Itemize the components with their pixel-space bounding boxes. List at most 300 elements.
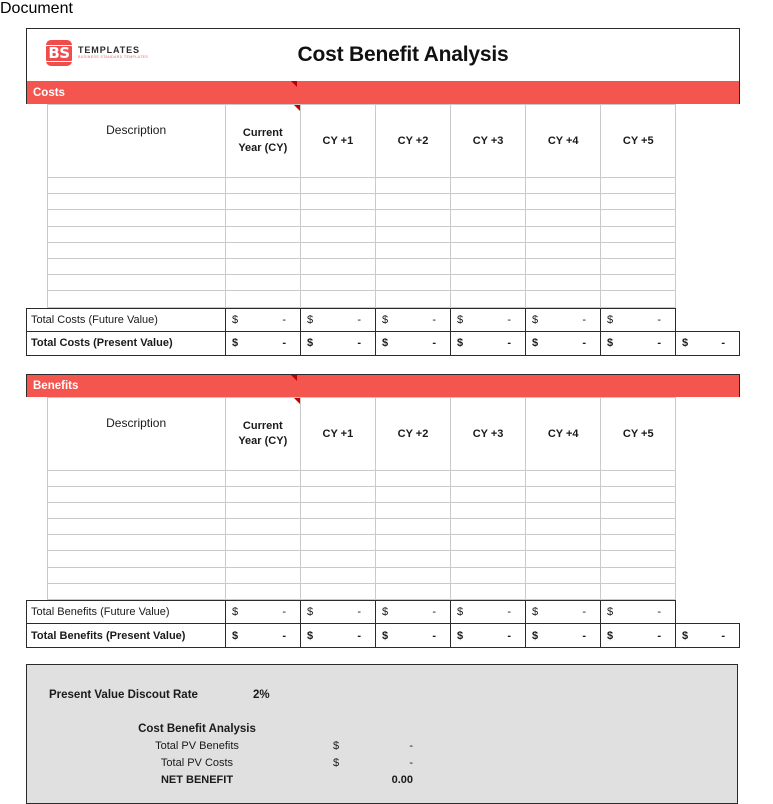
data-cell[interactable] [451,258,526,274]
data-cell[interactable] [300,486,375,502]
data-cell[interactable] [526,275,601,291]
currency-symbol: $ [532,606,539,618]
trailing-cell [676,502,740,518]
benefits-col-cy4: CY +4 [526,397,601,470]
totals-amount-cell[interactable] [526,331,601,355]
costs-table [26,104,740,308]
benefits-table [26,397,740,601]
data-cell[interactable] [451,551,526,567]
data-cell[interactable] [526,583,601,599]
benefits-col-cy3: CY +3 [451,397,526,470]
data-cell[interactable] [601,291,676,307]
data-cell[interactable] [451,275,526,291]
data-cell[interactable] [225,178,300,194]
totals-amount-cell[interactable] [226,331,301,355]
amount-value: - [432,337,436,349]
table-row [26,551,740,567]
data-cell[interactable] [601,519,676,535]
data-cell[interactable] [47,535,225,551]
costs-col-cy2: CY +2 [375,105,450,178]
data-cell[interactable] [375,291,450,307]
costs-col-cy5: CY +5 [601,105,676,178]
table-row [26,242,740,258]
trailing-cell [676,242,740,258]
table-row [26,583,740,599]
data-cell[interactable] [225,258,300,274]
totals-amount-cell[interactable] [226,308,301,331]
totals-amount-cell[interactable] [226,624,301,648]
comment-marker-icon [294,105,300,111]
data-cell[interactable] [225,502,300,518]
trailing-cell [676,583,740,599]
currency-symbol: $ [382,629,389,642]
data-cell[interactable] [300,258,375,274]
section-band-benefits-label: Benefits [33,379,79,392]
trailing-cell [676,291,740,307]
benefits-header-row [26,397,740,470]
totals-label: Total Benefits (Future Value) [27,601,226,624]
gutter-cell [26,397,47,470]
data-cell[interactable] [47,210,225,226]
amount-value: - [721,629,725,642]
data-cell[interactable] [47,583,225,599]
table-row [26,258,740,274]
data-cell[interactable] [451,291,526,307]
data-cell[interactable] [526,486,601,502]
data-cell[interactable] [225,519,300,535]
benefits-col-current-year [225,397,300,470]
summary-value: - [409,740,413,752]
data-cell[interactable] [225,486,300,502]
totals-amount-cell[interactable] [376,331,451,355]
totals-row-costs-present-value [27,331,740,355]
currency-symbol: $ [607,606,614,618]
trailing-cell [676,519,740,535]
totals-amount-cell[interactable] [526,601,601,624]
data-cell[interactable] [47,194,225,210]
discount-rate-value[interactable]: 2% [253,689,270,701]
currency-symbol: $ [307,606,314,618]
data-cell[interactable] [47,291,225,307]
data-cell[interactable] [375,502,450,518]
data-cell[interactable] [47,502,225,518]
currency-symbol: $ [307,313,314,326]
data-cell[interactable] [47,551,225,567]
trailing-cell [676,397,740,470]
totals-amount-cell[interactable] [226,601,301,624]
data-cell[interactable] [375,210,450,226]
logo-mark-icon [46,40,72,66]
data-cell[interactable] [47,226,225,242]
costs-table-body [26,178,740,308]
currency-symbol: $ [607,629,614,642]
data-cell[interactable] [225,242,300,258]
data-cell[interactable] [601,486,676,502]
benefits-totals [26,600,740,648]
data-cell[interactable] [526,258,601,274]
costs-col-cy4: CY +4 [526,105,601,178]
data-cell[interactable] [375,178,450,194]
amount-value: - [357,313,361,326]
data-cell[interactable] [375,275,450,291]
currency-symbol: $ [457,606,464,618]
currency-symbol: $ [232,313,239,326]
trailing-cell [676,105,740,178]
data-cell[interactable] [526,194,601,210]
gutter-cell [26,275,47,291]
amount-value: - [721,337,725,349]
data-cell[interactable] [375,470,450,486]
table-row [26,567,740,583]
data-cell[interactable] [601,194,676,210]
totals-row-costs-future-value [27,308,740,331]
data-cell[interactable] [47,470,225,486]
discount-rate-label: Present Value Discout Rate [49,689,198,701]
currency-symbol: $ [457,337,464,349]
section-band-costs [26,81,740,104]
data-cell[interactable] [375,258,450,274]
data-cell[interactable] [300,226,375,242]
benefits-col-cy2: CY +2 [375,397,450,470]
data-cell[interactable] [601,258,676,274]
table-row [26,275,740,291]
data-cell[interactable] [526,291,601,307]
totals-amount-cell[interactable] [451,624,526,648]
currency-symbol: $ [382,606,389,618]
amount-value: - [282,606,286,618]
section-band-benefits [26,374,740,397]
gutter-cell [26,226,47,242]
data-cell[interactable] [47,258,225,274]
totals-amount-cell[interactable] [601,308,676,331]
trailing-cell [676,258,740,274]
currency-symbol: $ [532,313,539,326]
costs-table-header [26,105,740,178]
logo-name: TEMPLATES [78,44,140,55]
trailing-cell [676,486,740,502]
data-cell[interactable] [526,178,601,194]
data-cell[interactable] [526,210,601,226]
data-cell[interactable] [225,210,300,226]
costs-col-current-year [225,105,300,178]
totals-amount-cell[interactable] [376,624,451,648]
amount-value: - [357,629,361,642]
data-cell[interactable] [526,242,601,258]
gutter-cell [26,242,47,258]
gutter-cell [26,519,47,535]
currency-symbol: $ [382,337,389,349]
totals-amount-cell[interactable] [301,331,376,355]
amount-value: - [507,313,511,326]
data-cell[interactable] [300,519,375,535]
data-cell[interactable] [300,210,375,226]
data-cell[interactable] [300,242,375,258]
data-cell[interactable] [300,567,375,583]
currency-symbol: $ [682,629,689,642]
page-title: Cost Benefit Analysis [297,43,509,66]
currency-symbol: $ [382,313,389,326]
totals-amount-cell[interactable] [376,601,451,624]
totals-amount-cell[interactable] [451,331,526,355]
summary-panel [26,664,738,804]
table-row [26,535,740,551]
currency-symbol: $ [307,629,314,642]
summary-currency: $ [333,740,340,752]
totals-amount-cell[interactable] [526,308,601,331]
current-year-line1: Current [242,127,283,140]
trailing-cell [676,470,740,486]
data-cell[interactable] [451,486,526,502]
currency-symbol: $ [232,629,239,642]
costs-header-row [26,105,740,178]
data-cell[interactable] [300,178,375,194]
currency-symbol: $ [682,337,689,349]
benefits-col-cy5: CY +5 [601,397,676,470]
gutter-cell [26,194,47,210]
gutter-cell [26,486,47,502]
data-cell[interactable] [375,194,450,210]
currency-symbol: $ [457,629,464,642]
section-spacer [26,356,740,374]
data-cell[interactable] [225,226,300,242]
data-cell[interactable] [451,210,526,226]
trailing-cell [676,210,740,226]
data-cell[interactable] [526,519,601,535]
currency-symbol: $ [232,606,239,618]
gutter-cell [26,567,47,583]
totals-amount-cell[interactable] [451,601,526,624]
currency-symbol: $ [457,313,464,326]
totals-amount-cell[interactable] [301,624,376,648]
trailing-cell [676,567,740,583]
data-cell[interactable] [451,519,526,535]
benefits-table-body [26,470,740,600]
data-cell[interactable] [225,567,300,583]
currency-symbol: $ [307,337,314,349]
amount-value: - [432,313,436,326]
totals-amount-cell[interactable] [601,331,676,355]
spreadsheet-sheet [26,28,740,804]
data-cell[interactable] [451,178,526,194]
trailing-cell [676,226,740,242]
gutter-cell [26,470,47,486]
data-cell[interactable] [451,583,526,599]
data-cell[interactable] [526,470,601,486]
data-cell[interactable] [47,486,225,502]
table-row [26,194,740,210]
current-year-line1: Current [242,419,283,432]
data-cell[interactable] [601,502,676,518]
data-cell[interactable] [526,551,601,567]
summary-label: Total PV Benefits [155,740,239,752]
amount-value: - [582,337,586,349]
gutter-cell [26,502,47,518]
logo-wordmark [78,46,148,60]
data-cell[interactable] [375,226,450,242]
totals-amount-cell[interactable] [601,624,676,648]
gutter-cell [26,258,47,274]
data-cell[interactable] [601,470,676,486]
gutter-cell [26,178,47,194]
summary-value: - [409,757,413,769]
gutter-cell [26,210,47,226]
data-cell[interactable] [601,226,676,242]
document-header [26,28,740,81]
amount-value: - [507,337,511,349]
benefits-table-header [26,397,740,470]
data-cell[interactable] [300,502,375,518]
data-cell[interactable] [225,470,300,486]
data-cell[interactable] [526,226,601,242]
totals-amount-cell-extra[interactable] [676,624,740,648]
data-cell[interactable] [451,502,526,518]
data-cell[interactable] [526,535,601,551]
data-cell[interactable] [375,567,450,583]
summary-label: Total PV Costs [160,757,234,769]
data-cell[interactable] [225,275,300,291]
gutter-cell [26,583,47,599]
data-cell[interactable] [601,567,676,583]
currency-symbol: $ [532,337,539,349]
data-cell[interactable] [375,551,450,567]
data-cell[interactable] [375,535,450,551]
table-row [26,226,740,242]
amount-value: - [282,629,286,642]
table-row [26,519,740,535]
data-cell[interactable] [375,486,450,502]
amount-value: - [432,606,436,618]
amount-value: - [357,337,361,349]
logo-tagline: BUSINESS STANDARD TEMPLATES [78,55,149,60]
data-cell[interactable] [225,583,300,599]
data-cell[interactable] [225,194,300,210]
summary-heading: Cost Benefit Analysis [138,723,256,735]
data-cell[interactable] [526,567,601,583]
totals-amount-cell[interactable] [601,601,676,624]
trailing-cell [676,535,740,551]
data-cell[interactable] [47,242,225,258]
data-cell[interactable] [225,535,300,551]
data-cell[interactable] [451,567,526,583]
currency-symbol: $ [607,337,614,349]
costs-totals [26,308,740,356]
currency-symbol: $ [607,313,614,326]
totals-amount-cell[interactable] [526,624,601,648]
totals-label: Total Costs (Future Value) [27,308,226,331]
data-cell[interactable] [451,470,526,486]
table-row [26,291,740,307]
totals-row-benefits-present-value [27,624,740,648]
data-cell[interactable] [300,551,375,567]
net-benefit-value: 0.00 [391,774,413,786]
gutter-cell [26,535,47,551]
totals-row-benefits-future-value [27,601,740,624]
summary-currency: $ [333,757,340,769]
amount-value: - [657,337,661,349]
data-cell[interactable] [526,502,601,518]
amount-value: - [282,337,286,349]
data-cell[interactable] [47,275,225,291]
currency-symbol: $ [532,629,539,642]
totals-amount-cell[interactable] [301,601,376,624]
data-cell[interactable] [375,519,450,535]
comment-marker-icon [291,81,297,87]
logo-mark-text: BS [45,45,72,62]
data-cell[interactable] [601,242,676,258]
trailing-cell [676,194,740,210]
data-cell[interactable] [601,275,676,291]
comment-marker-icon [291,375,297,381]
totals-amount-cell[interactable] [301,308,376,331]
data-cell[interactable] [300,194,375,210]
costs-col-description: Description [47,105,225,178]
data-cell[interactable] [47,519,225,535]
trailing-cell [676,601,740,624]
amount-value: - [507,629,511,642]
trailing-cell [676,275,740,291]
amount-value: - [357,606,361,618]
table-row [26,178,740,194]
data-cell[interactable] [225,551,300,567]
totals-label: Total Benefits (Present Value) [27,624,226,648]
section-band-costs-label: Costs [33,86,65,99]
data-cell[interactable] [225,291,300,307]
amount-value: - [282,313,286,326]
brand-logo [46,40,148,66]
data-cell[interactable] [601,210,676,226]
totals-amount-cell[interactable] [376,308,451,331]
totals-amount-cell-extra[interactable] [676,331,740,355]
table-row [26,486,740,502]
gutter-cell [26,291,47,307]
totals-label: Total Costs (Present Value) [27,331,226,355]
amount-value: - [507,606,511,618]
totals-amount-cell[interactable] [451,308,526,331]
data-cell[interactable] [375,242,450,258]
data-cell[interactable] [601,535,676,551]
gutter-cell [26,105,47,178]
data-cell[interactable] [451,194,526,210]
data-cell[interactable] [601,583,676,599]
trailing-cell [676,551,740,567]
data-cell[interactable] [300,291,375,307]
data-cell[interactable] [47,178,225,194]
data-cell[interactable] [451,242,526,258]
data-cell[interactable] [451,226,526,242]
benefits-col-description: Description [47,397,225,470]
costs-col-cy3: CY +3 [451,105,526,178]
data-cell[interactable] [300,470,375,486]
data-cell[interactable] [601,178,676,194]
amount-value: - [582,313,586,326]
table-row [26,502,740,518]
trailing-cell [676,308,740,331]
current-year-line2: Year (CY) [238,142,288,154]
data-cell[interactable] [451,535,526,551]
table-row [26,470,740,486]
data-cell[interactable] [375,583,450,599]
data-cell[interactable] [601,551,676,567]
amount-value: - [657,313,661,326]
currency-symbol: $ [232,337,239,349]
data-cell[interactable] [300,535,375,551]
data-cell[interactable] [47,567,225,583]
costs-col-cy1: CY +1 [300,105,375,178]
data-cell[interactable] [300,583,375,599]
data-cell[interactable] [300,275,375,291]
trailing-cell [676,178,740,194]
amount-value: - [657,629,661,642]
